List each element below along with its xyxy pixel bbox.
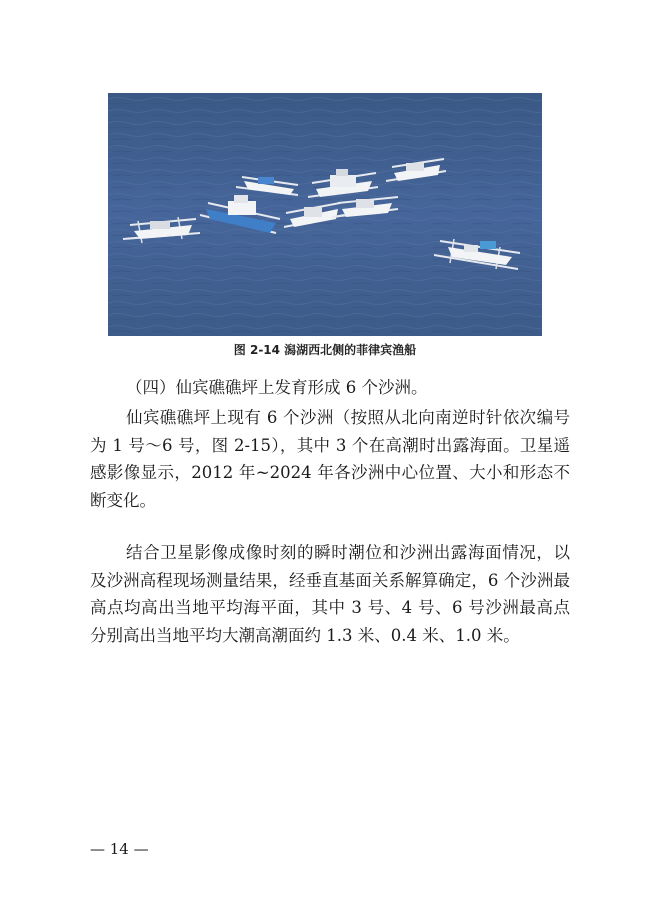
photo-illustration (108, 93, 542, 336)
paragraph: 仙宾礁礁坪上现有 6 个沙洲（按照从北向南逆时针依次编号为 1 号～6 号，图 2-15），其中 3 个在高潮时出露海面。卫星遥感影像显示，2012 年~2024 年各沙洲中心位置、大小和形态不断变化。 (90, 408, 570, 510)
section-heading: （四）仙宾礁礁坪上发育形成 6 个沙洲。 (126, 378, 428, 397)
figure-caption: 图 2-14 潟湖西北侧的菲律宾渔船 (233, 343, 417, 357)
fishing-boats-photo (108, 93, 542, 336)
page-number: — 14 — (90, 840, 149, 858)
paragraph: 结合卫星影像成像时刻的瞬时潮位和沙洲出露海面情况，以及沙洲高程现场测量结果，经垂直基面关系解算确定，6 个沙洲最高点均高出当地平均海平面，其中 3 号、4 号、6 号沙洲最高点分别高出当地平均大潮高潮面约 1.3 米、0.4 米、1.0 米。 (90, 543, 570, 645)
